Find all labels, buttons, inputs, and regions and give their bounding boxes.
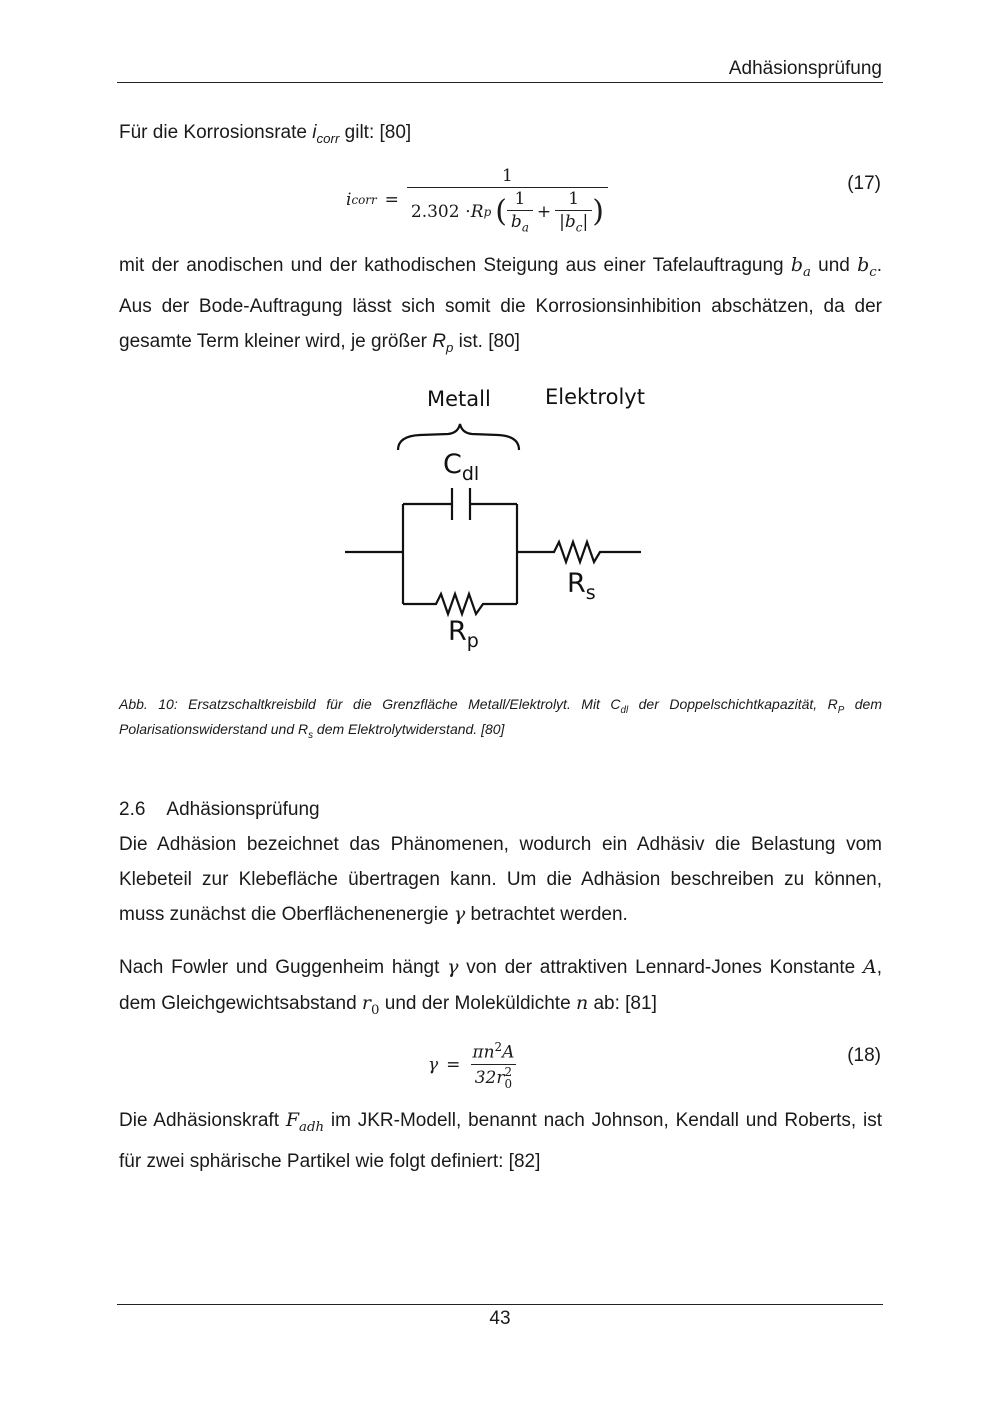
para2-text-3: . Aus der Bode-Auftragung lässt sich somit die Korrosionsinhibition abschätzen, da der gesamte Term kleiner wird, je größer [119,255,882,352]
eq18-den-32r: 32r [474,1068,505,1089]
eq17-den-r: R [470,201,484,222]
eq17-inner-den-a-b: b [510,212,522,232]
para2-text-1: mit der anodischen und der kathodischen Steigung aus einer Tafelauftragung [119,255,791,276]
equation-17-number: (17) [847,173,881,194]
eq18-numerator [468,1040,518,1064]
section-number: 2.6 [119,799,146,820]
para2-ba: b [790,254,804,276]
equation-17 [346,166,608,234]
caption-sub-2: P [837,704,845,716]
eq18-den-scripts [505,1066,513,1091]
equation-18-number: (18) [847,1045,881,1066]
eq18-num-a: A [502,1042,515,1063]
caption-sub-3: s [308,729,314,741]
para2-rp-sub: p [446,339,454,355]
eq17-inner-den-a-sub: a [521,220,529,235]
caption-text-2: der Doppelschichtkapazität, R [628,696,838,712]
para1-suffix: gilt: [80] [339,122,412,143]
para3-text-2: betrachtet werden. [465,904,628,925]
caption-text-3: dem Polarisationswiderstand und R [119,696,883,737]
eq18-num-sup: 2 [494,1040,503,1054]
eq17-inner-den-c-close: | [582,212,589,232]
cdl-label-sub: dl [461,463,480,485]
page-number: 43 [489,1308,511,1329]
eq17-numerator: 1 [501,166,513,186]
paragraph-corrosion-rate-intro [119,116,882,156]
eq17-inner-fraction-a [507,189,533,234]
para4-r0: r [361,991,372,1014]
eq17-lhs-sub: corr [351,193,377,208]
para3-text-1: Die Adhäsion bezeichnet das Phänomenen, wodurch ein Adhäsiv die Belastung vom Klebeteil zur Klebefläche übertragen kann. Um die Adhäsion beschreiben zu können, muss zunächst die Oberflächenenergie [119,834,882,925]
para2-ba-sub: a [803,264,811,280]
para5-f-sub: adh [299,1119,325,1135]
paragraph-fowler-guggenheim [119,950,882,1028]
eq18-num-pi: πn [472,1042,495,1063]
equivalent-circuit-diagram [330,378,660,668]
paragraph-jkr-model [119,1103,882,1180]
eq17-denominator [407,187,608,234]
para4-text-2: von der attraktiven Lennard-Jones Konstante [458,957,863,978]
eq17-den-factor: 2.302 ⋅ [410,201,471,222]
metal-label: Metall [427,387,491,411]
section-heading [119,799,320,821]
electrolyte-label: Elektrolyt [545,385,645,409]
para4-text-3: , dem Gleichgewichtsabstand [119,957,882,1014]
para1-symbol-sub: corr [316,130,340,146]
figure-caption [119,695,882,745]
para5-text-2: im JKR-Modell, benannt nach Johnson, Kendall und Roberts, ist für zwei sphärische Partikel wie folgt definiert: [82] [119,1110,882,1173]
eq17-inner-den-c-sub: c [575,220,583,235]
eq17-plus: + [536,201,552,222]
metal-brace [398,424,519,450]
footer-rule [117,1304,883,1305]
equation-18 [428,1040,518,1091]
eq17-inner-den-c [555,210,592,234]
para4-text-4: und der Moleküldichte [379,992,576,1014]
para5-text-1: Die Adhäsionskraft [119,1110,286,1131]
running-header: Adhäsionsprüfung [728,58,882,79]
para2-bc: b [857,254,870,276]
para1-prefix: Für die Korrosionsrate [119,122,313,143]
para4-text-1: Nach Fowler und Guggenheim hängt [119,957,448,978]
section-title: Adhäsionsprüfung [166,799,320,820]
cdl-label [443,449,479,485]
para4-a: A [862,956,877,978]
eq17-equals: = [384,190,399,211]
rp-label-sub: p [466,630,479,652]
para2-text-4: ist. [80] [453,330,520,352]
eq18-denominator [471,1064,516,1091]
caption-text-4: dem Elektrolytwiderstand. [80] [313,720,505,737]
rs-label-sub: s [585,582,596,604]
eq18-lhs: γ [428,1055,439,1076]
eq17-inner-den-a [507,210,533,234]
rs-label-main: R [567,568,586,599]
para5-f: F [285,1109,300,1131]
eq18-den-sub: 0 [504,1077,513,1092]
cdl-label-main: C [443,449,462,480]
para4-n: n [575,991,589,1014]
eq17-inner-den-c-b: |b [559,212,576,232]
eq18-fraction [468,1040,518,1091]
para4-text-5: ab: [81] [588,992,657,1014]
eq17-inner-fraction-c [555,189,592,234]
rs-label [567,568,596,604]
rp-label [448,616,479,652]
para2-bc-sub: c [869,264,877,280]
eq17-paren-close: ) [592,194,604,230]
para2-rp: R [432,330,446,352]
eq17-inner-num-c: 1 [568,189,580,209]
para2-text-2: und [810,255,858,276]
caption-sub-1: dl [620,704,629,716]
caption-text-1: Abb. 10: Ersatzschaltkreisbild für die Grenzfläche Metall/Elektrolyt. Mit C [119,696,621,712]
eq18-den-sup: 2 [504,1064,513,1079]
rs-resistor [517,542,641,562]
eq17-paren-open: ( [495,194,507,230]
eq17-inner-num-a: 1 [514,189,526,209]
para1-symbol: i [312,122,317,143]
eq17-den-r-sub: p [483,204,492,219]
paragraph-adhesion-definition [119,828,882,933]
eq17-fraction [407,166,608,234]
eq18-equals: = [446,1055,461,1076]
rp-label-main: R [448,616,467,647]
paragraph-tafel-slopes [119,248,882,365]
para4-r0-sub: 0 [371,1002,380,1018]
rp-resistor [403,594,517,614]
para3-gamma: γ [453,903,466,925]
para4-gamma: γ [447,956,459,978]
eq17-lhs: i [346,190,352,211]
header-rule [117,82,883,83]
